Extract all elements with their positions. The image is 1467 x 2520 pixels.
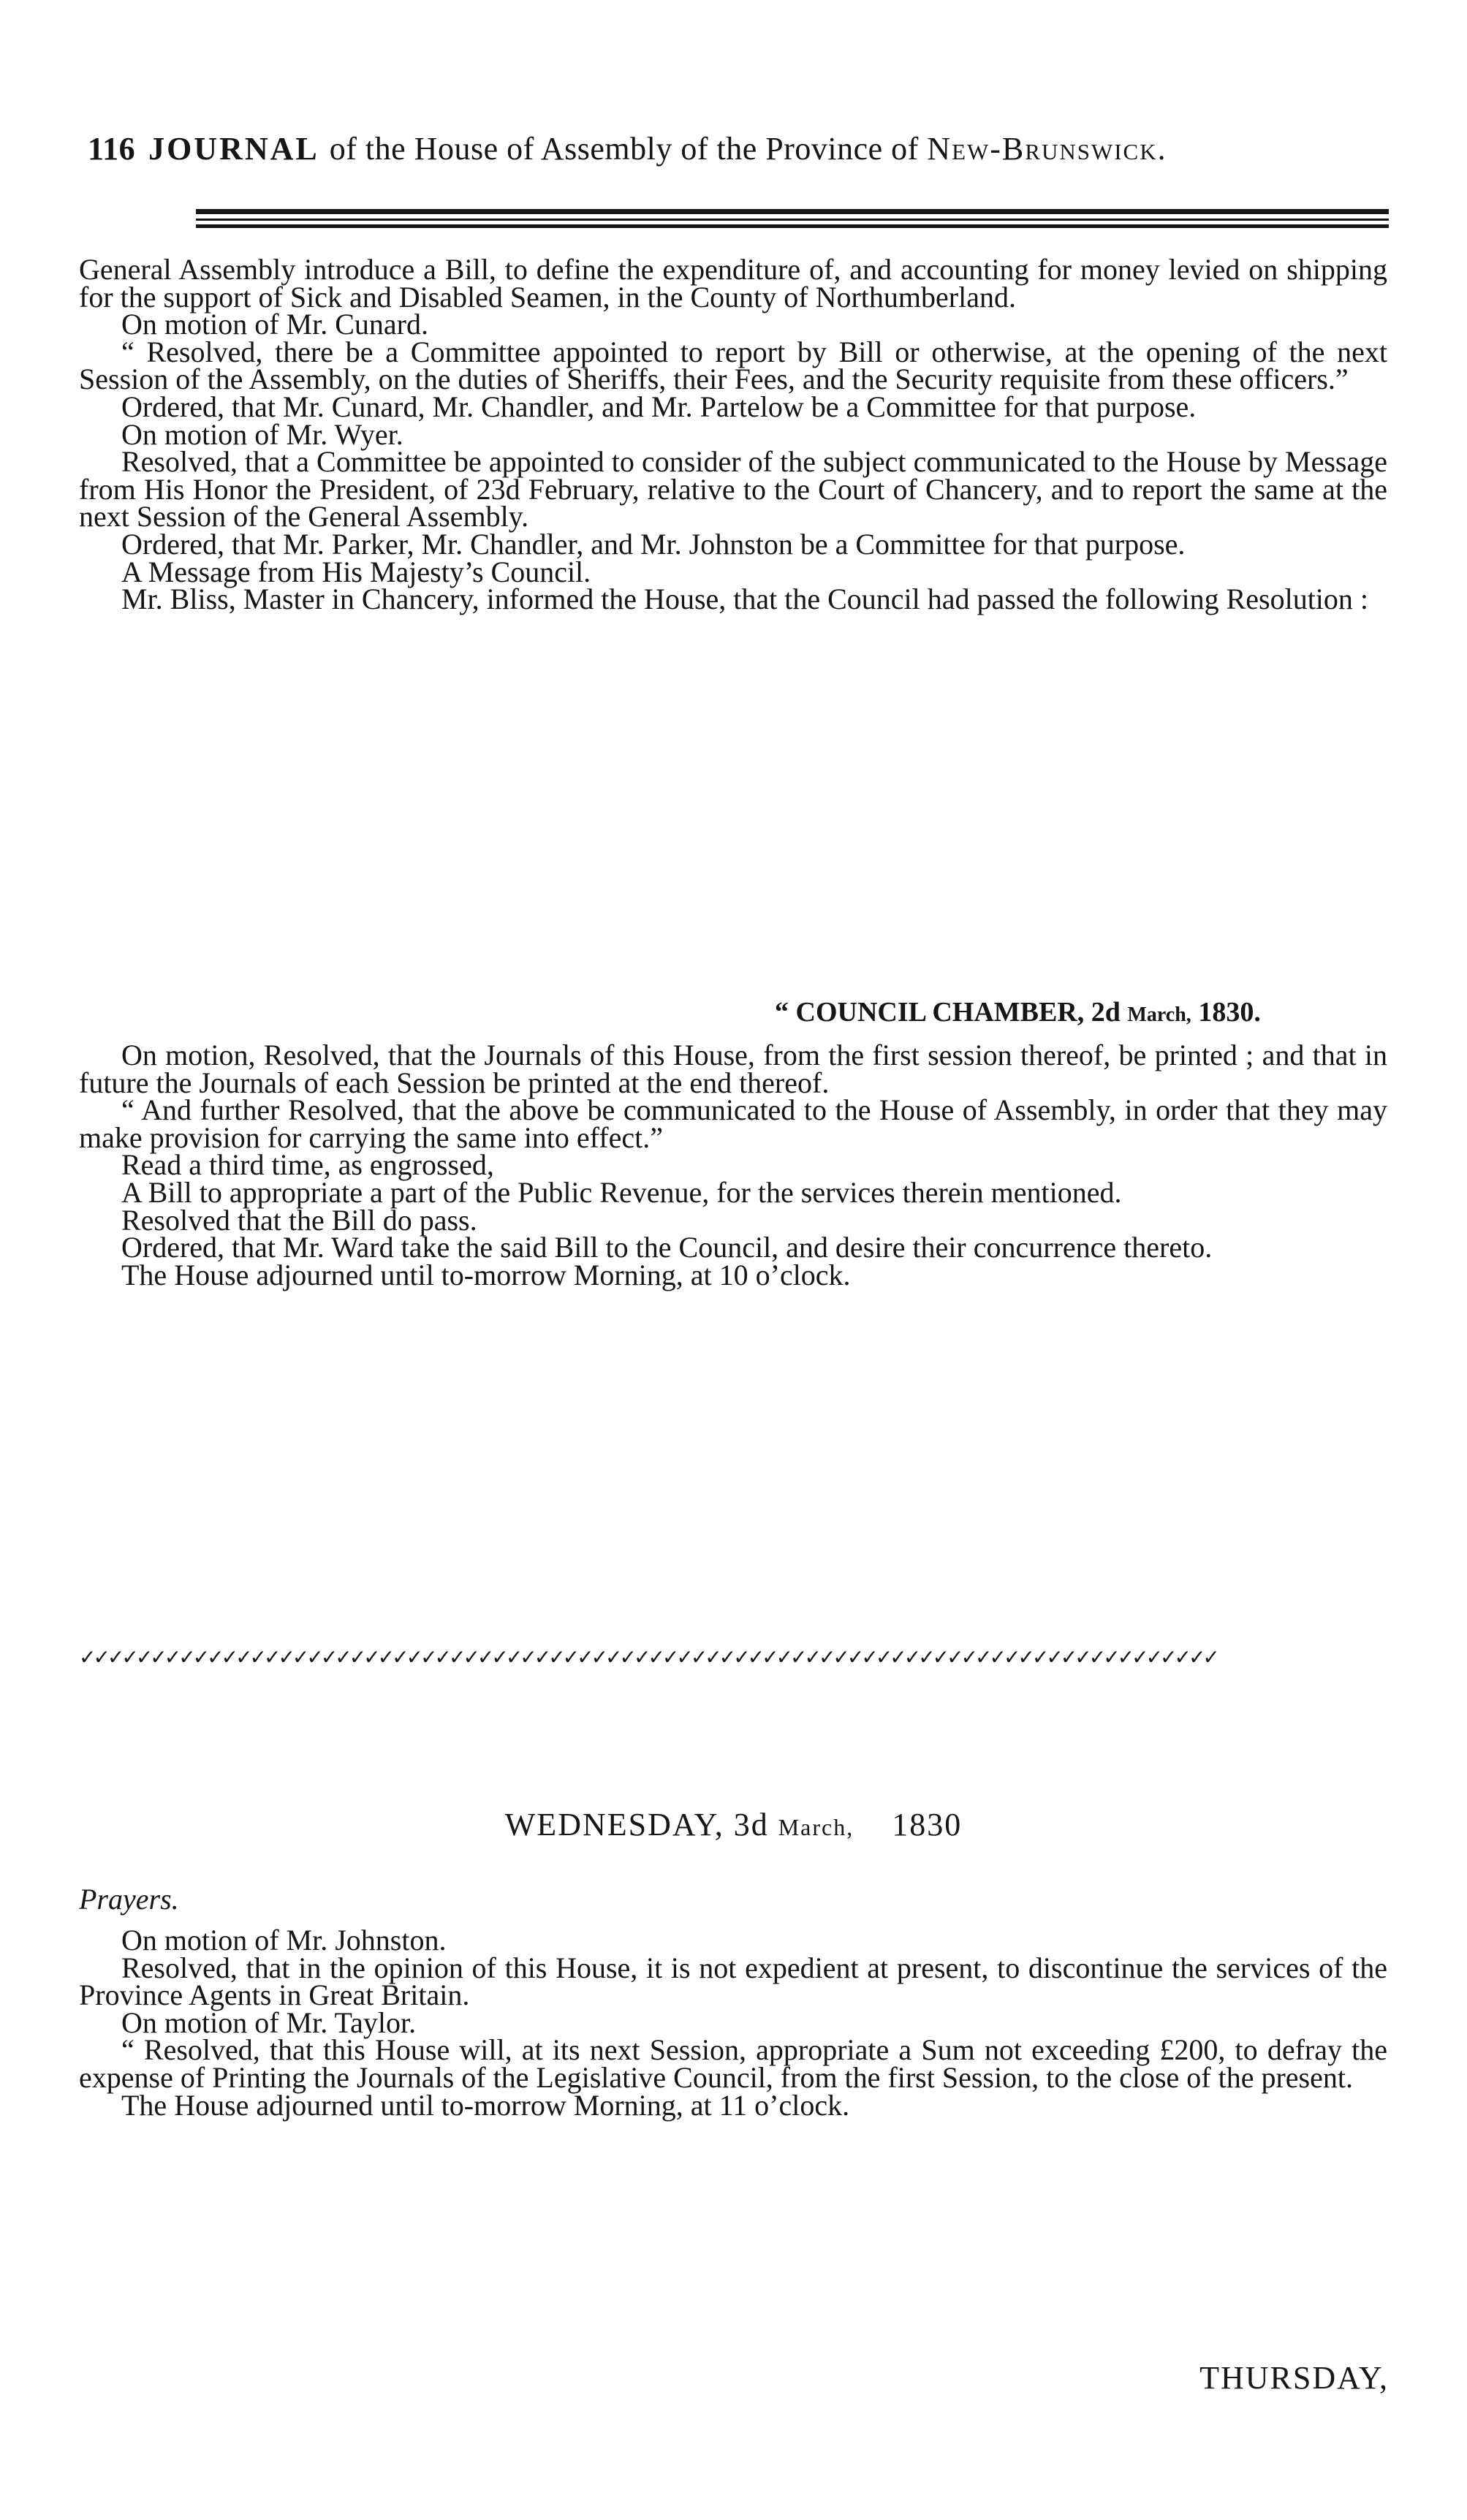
paragraph: Ordered, that Mr. Ward take the said Bill to the Council, and desire their concurrence thereto.: [121, 1231, 1213, 1264]
paragraph: On motion of Mr. Taylor.: [121, 2005, 417, 2039]
header-rule-medium: [196, 224, 1389, 228]
paragraph: Read a third time, as engrossed,: [121, 1148, 494, 1182]
catchword: THURSDAY,: [1199, 2360, 1389, 2396]
page-number: 116: [88, 131, 136, 167]
running-header: [88, 129, 1396, 170]
paragraph: Resolved that the Bill do pass.: [121, 1203, 477, 1237]
paragraph: Ordered, that Mr. Parker, Mr. Chandler, and Mr. Johnston be a Committee for that purpose.: [121, 527, 1186, 561]
paragraph: On motion of Mr. Wyer.: [121, 417, 403, 451]
header-title: of the House of Assembly of the Province of: [329, 131, 919, 167]
paragraph: A Bill to appropriate a part of the Public Revenue, for the services therein mentioned.: [121, 1175, 1122, 1209]
header-journal: JOURNAL: [148, 131, 319, 167]
date-day: WEDNESDAY, 3d: [504, 1807, 769, 1842]
paragraph: “ And further Resolved, that the above be communicated to the House of Assembly, in order that they may make provision for carrying the same into effect.”: [79, 1093, 1387, 1154]
paragraph: Ordered, that Mr. Cunard, Mr. Chandler, and Mr. Partelow be a Committee for that purpose.: [121, 390, 1197, 423]
ornamental-divider: [79, 1649, 1387, 1666]
council-heading-text: “ COUNCIL CHAMBER, 2d: [775, 997, 1121, 1028]
paragraph: On motion of Mr. Johnston.: [121, 1924, 447, 1957]
paragraph: Mr. Bliss, Master in Chancery, informed the House, that the Council had passed the following Resolution :: [121, 582, 1369, 616]
paragraph: On motion, Resolved, that the Journals of this House, from the first session thereof, be printed ; and that in future the Journals of each Session be printed at the end thereof.: [79, 1039, 1387, 1099]
header-province: New-Brunswick.: [927, 131, 1167, 167]
proceedings-block-1: [79, 253, 1387, 616]
paragraph: “ Resolved, there be a Committee appointed to report by Bill or otherwise, at the opening of the next Session of the Assembly, on the duties of Sheriffs, their Fees, and the Security requisite from these officers.”: [79, 335, 1387, 396]
prayers-label: Prayers.: [79, 1883, 179, 1916]
council-heading-year: 1830.: [1198, 997, 1261, 1028]
paragraph: The House adjourned until to-morrow Morning, at 11 o’clock.: [121, 2088, 850, 2122]
proceedings-block-2: [79, 1041, 1387, 1289]
header-rule-thick: [196, 209, 1389, 214]
date-month: March,: [778, 1814, 854, 1840]
paragraph: On motion of Mr. Cunard.: [121, 308, 428, 341]
ornament-glyphs: ✓✓✓✓✓✓✓✓✓✓✓✓✓✓✓✓✓✓✓✓✓✓✓✓✓✓✓✓✓✓✓✓✓✓✓✓✓✓✓✓✓✓✓✓✓✓✓✓✓✓✓✓✓✓✓✓✓✓✓✓✓✓✓✓✓✓✓✓✓✓✓✓✓✓✓✓✓✓✓✓: [79, 1649, 1217, 1666]
date-year: 1830: [892, 1807, 963, 1842]
paragraph: General Assembly introduce a Bill, to define the expenditure of, and accounting for money levied on shipping for the support of Sick and Disabled Seamen, in the County of Northumberland.: [79, 253, 1387, 314]
council-chamber-heading: [775, 996, 1374, 1028]
paragraph: The House adjourned until to-morrow Morning, at 10 o’clock.: [121, 1258, 851, 1291]
paragraph: Resolved, that in the opinion of this House, it is not expedient at present, to discontinue the services of the Province Agents in Great Britain.: [79, 1951, 1387, 2012]
council-heading-month: March,: [1127, 1003, 1191, 1026]
paragraph: Resolved, that a Committee be appointed to consider of the subject communicated to the House by Message from His Honor the President, of 23d February, relative to the Court of Chancery, and to report the same at the next Session of the General Assembly.: [79, 445, 1387, 534]
paragraph: A Message from His Majesty’s Council.: [121, 555, 591, 588]
date-heading: [0, 1806, 1467, 1843]
header-rule-thin: [196, 219, 1389, 221]
proceedings-block-3: [79, 1924, 1387, 2122]
paragraph: “ Resolved, that this House will, at its next Session, appropriate a Sum not exceeding £200, to defray the expense of Printing the Journals of the Legislative Council, from the first Session, to the close of the present.: [79, 2033, 1387, 2094]
